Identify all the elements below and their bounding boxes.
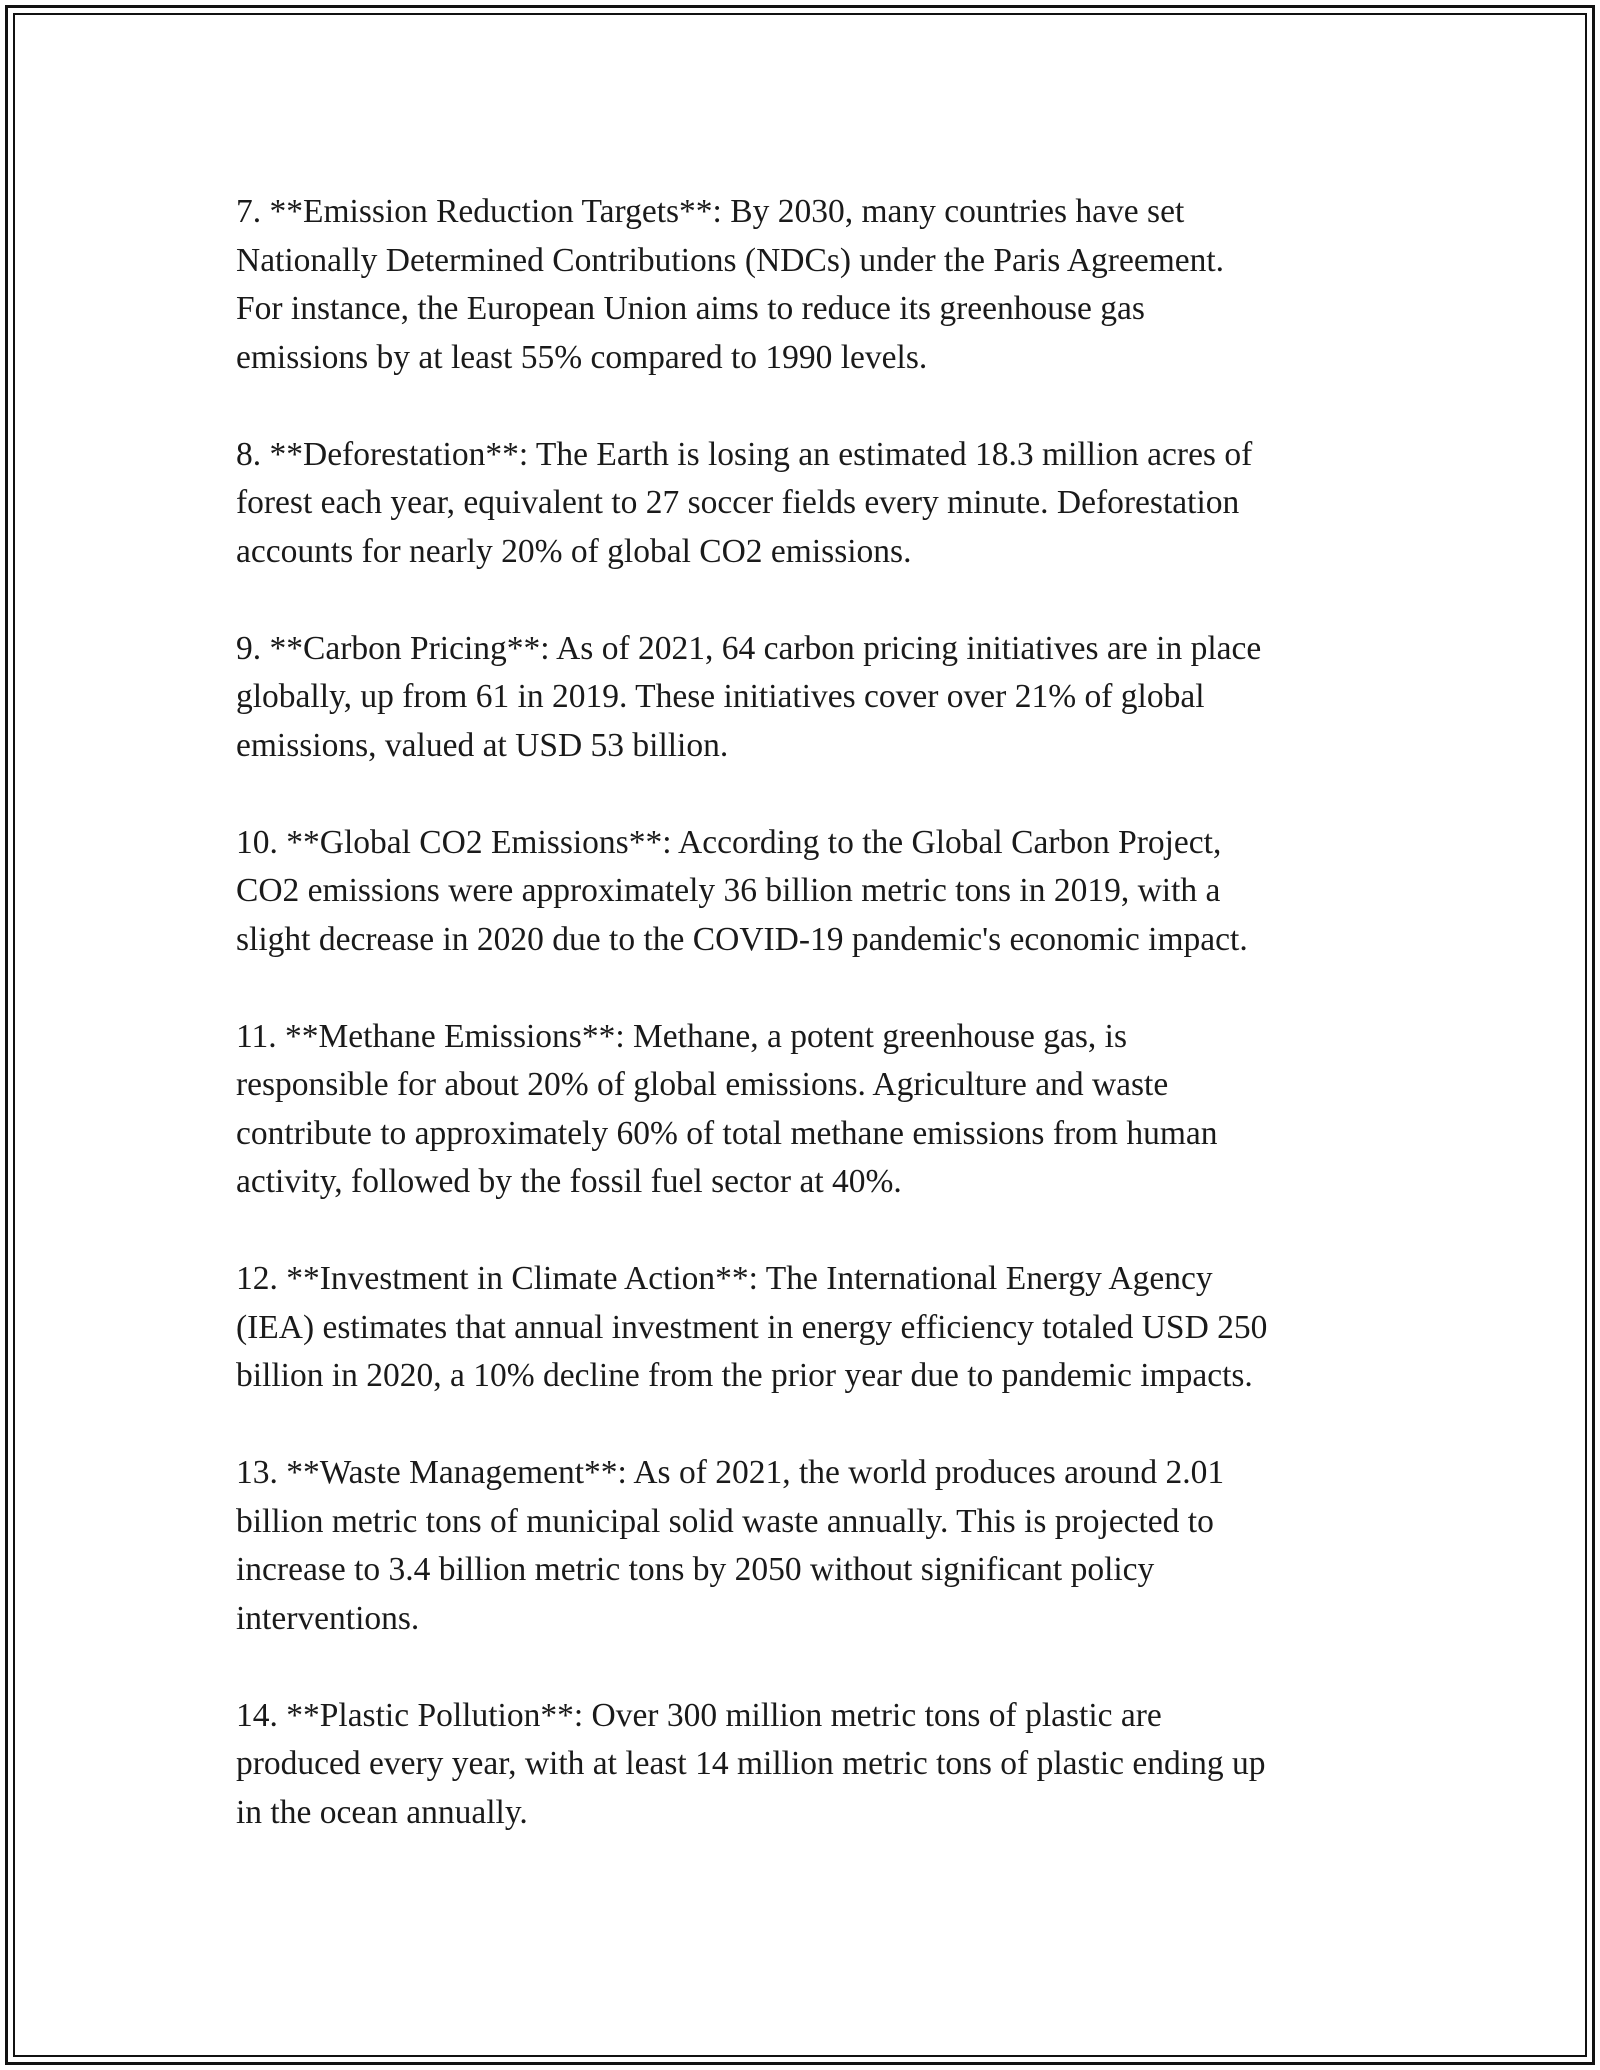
list-item-investment-in-climate-action xyxy=(236,1255,1376,1401)
text-line: emissions, valued at USD 53 billion. xyxy=(236,726,729,764)
text-line: 11. **Methane Emissions**: Methane, a potent greenhouse gas, is xyxy=(236,1017,1127,1055)
text-line: 8. **Deforestation**: The Earth is losing an estimated 18.3 million acres of xyxy=(236,435,1253,473)
text-line: For instance, the European Union aims to reduce its greenhouse gas xyxy=(236,290,1145,327)
list-item-plastic-pollution xyxy=(236,1692,1376,1838)
text-line: produced every year, with at least 14 million metric tons of plastic ending up xyxy=(236,1745,1266,1782)
text-line: in the ocean annually. xyxy=(236,1793,528,1831)
text-line: emissions by at least 55% compared to 1990 levels. xyxy=(236,338,928,376)
text-line: slight decrease in 2020 due to the COVID-19 pandemic's economic impact. xyxy=(236,920,1248,958)
text-line: 12. **Investment in Climate Action**: The International Energy Agency xyxy=(236,1260,1213,1297)
list-item-emission-reduction-targets xyxy=(236,188,1376,382)
text-line: 7. **Emission Reduction Targets**: By 2030, many countries have set xyxy=(236,193,1185,230)
text-line: CO2 emissions were approximately 36 billion metric tons in 2019, with a xyxy=(236,872,1221,909)
list-item-waste-management xyxy=(236,1449,1376,1643)
list-item-methane-emissions xyxy=(236,1013,1376,1207)
text-line: 14. **Plastic Pollution**: Over 300 million metric tons of plastic are xyxy=(236,1696,1162,1734)
text-line: billion in 2020, a 10% decline from the prior year due to pandemic impacts. xyxy=(236,1357,1253,1394)
text-line: 13. **Waste Management**: As of 2021, the world produces around 2.01 xyxy=(236,1454,1225,1491)
text-line: globally, up from 61 in 2019. These initiatives cover over 21% of global xyxy=(236,678,1205,715)
list-item-deforestation xyxy=(236,431,1376,577)
list-item-carbon-pricing xyxy=(236,625,1376,771)
text-line: forest each year, equivalent to 27 soccer fields every minute. Deforestation xyxy=(236,484,1240,521)
text-line: (IEA) estimates that annual investment in energy efficiency totaled USD 250 xyxy=(236,1308,1268,1346)
text-line: responsible for about 20% of global emissions. Agriculture and waste xyxy=(236,1066,1169,1103)
text-line: contribute to approximately 60% of total methane emissions from human xyxy=(236,1114,1218,1152)
text-line: accounts for nearly 20% of global CO2 emissions. xyxy=(236,532,912,570)
text-line: activity, followed by the fossil fuel sector at 40%. xyxy=(236,1163,902,1200)
text-line: increase to 3.4 billion metric tons by 2050 without significant policy xyxy=(236,1551,1155,1588)
list-item-global-co2-emissions xyxy=(236,819,1376,965)
text-line: billion metric tons of municipal solid waste annually. This is projected to xyxy=(236,1502,1214,1540)
document-body xyxy=(236,188,1376,1886)
text-line: interventions. xyxy=(236,1599,420,1637)
text-line: Nationally Determined Contributions (NDCs) under the Paris Agreement. xyxy=(236,241,1225,279)
text-line: 9. **Carbon Pricing**: As of 2021, 64 carbon pricing initiatives are in place xyxy=(236,629,1262,667)
text-line: 10. **Global CO2 Emissions**: According to the Global Carbon Project, xyxy=(236,823,1222,861)
